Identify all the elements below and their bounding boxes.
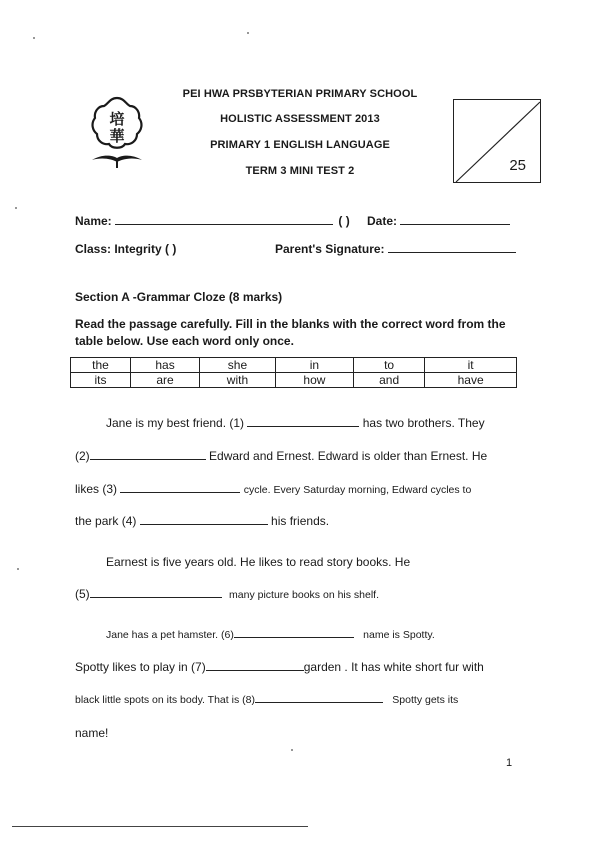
blank-1[interactable]: [247, 416, 359, 427]
blank-3[interactable]: [120, 482, 240, 493]
word-bank-cell: have: [425, 373, 517, 388]
total-marks: 25: [509, 157, 526, 174]
word-bank-cell: it: [425, 358, 517, 373]
blank-7[interactable]: [206, 660, 304, 671]
page-number: 1: [506, 757, 513, 769]
passage-line-3: [75, 482, 471, 496]
word-bank-cell: to: [353, 358, 424, 373]
passage-text: Jane is my best friend. (1): [106, 416, 245, 430]
passage-text: Spotty gets its: [392, 694, 459, 706]
instructions: Read the passage carefully. Fill in the blanks with the correct word from the table below. Use each word only once.: [75, 317, 506, 348]
subject-title: PRIMARY 1 ENGLISH LANGUAGE: [210, 139, 390, 151]
passage-line-8: [75, 660, 484, 674]
name-label: Name:: [75, 214, 112, 228]
parent-signature-field[interactable]: [388, 242, 516, 253]
passage-line-4: [75, 514, 329, 528]
scan-speck: [15, 207, 17, 209]
word-bank-cell: and: [353, 373, 424, 388]
passage-text: cycle. Every Saturday morning, Edward cycles to: [243, 484, 472, 496]
word-bank-row: [71, 373, 517, 388]
name-row: [75, 214, 350, 228]
word-bank-cell: with: [200, 373, 276, 388]
word-bank-cell: how: [275, 373, 353, 388]
passage-text: Spotty likes to play in (7): [75, 660, 206, 674]
blank-6[interactable]: [234, 627, 354, 638]
blank-4[interactable]: [140, 514, 268, 525]
parent-signature-label: Parent's Signature:: [275, 242, 385, 256]
register-number-field[interactable]: ( ): [338, 214, 350, 228]
word-bank-cell: its: [71, 373, 131, 388]
test-title: TERM 3 MINI TEST 2: [245, 165, 355, 177]
blank-5[interactable]: [90, 587, 222, 598]
section-title: Section A -Grammar Cloze (8 marks): [75, 290, 283, 304]
date-row: [367, 214, 510, 228]
passage-text: black little spots on its body. That is (8): [75, 694, 255, 706]
passage-text: (5): [75, 587, 90, 601]
passage-text: the park (4): [75, 514, 137, 528]
word-bank-cell: has: [131, 358, 200, 373]
passage-text: (2): [75, 449, 90, 463]
svg-text:華: 華: [109, 127, 125, 145]
word-bank-cell: are: [131, 373, 200, 388]
passage-text: has two brothers. They: [362, 416, 485, 430]
passage-text: name is Spotty.: [363, 629, 435, 641]
assessment-title: HOLISTIC ASSESSMENT 2013: [220, 113, 380, 125]
passage-line-6: [75, 587, 379, 601]
svg-text:培: 培: [109, 110, 125, 128]
school-logo-icon: [86, 94, 148, 170]
blank-8[interactable]: [255, 692, 383, 703]
passage-line-10: name!: [75, 726, 109, 740]
scan-speck: [247, 32, 249, 34]
scan-speck: [33, 37, 35, 39]
school-logo: [86, 94, 148, 170]
passage-line-5: Earnest is five years old. He likes to read story books. He: [106, 555, 411, 569]
word-bank-cell: in: [275, 358, 353, 373]
passage-text: garden . It has white short fur with: [303, 660, 484, 674]
footer-line: [12, 826, 308, 827]
passage-text: Edward and Ernest. Edward is older than Ernest. He: [209, 449, 488, 463]
passage-line-7: [106, 627, 435, 641]
passage-line-2: [75, 449, 487, 463]
scan-speck: [17, 568, 19, 570]
class-field[interactable]: Class: Integrity ( ): [75, 242, 177, 256]
word-bank-row: [71, 358, 517, 373]
word-bank-cell: she: [200, 358, 276, 373]
score-box: [453, 99, 541, 183]
passage-text: many picture books on his shelf.: [229, 589, 380, 601]
blank-2[interactable]: [90, 449, 206, 460]
passage-text: Jane has a pet hamster. (6): [106, 629, 234, 641]
passage-line-9: [75, 692, 458, 706]
word-bank-cell: the: [71, 358, 131, 373]
school-name: PEI HWA PRSBYTERIAN PRIMARY SCHOOL: [182, 88, 418, 100]
word-bank-table: [70, 357, 517, 388]
date-label: Date:: [367, 214, 398, 228]
passage-text: likes (3): [75, 482, 118, 496]
scan-speck: [291, 749, 293, 751]
date-field[interactable]: [400, 214, 510, 225]
passage-text: his friends.: [271, 514, 330, 528]
passage-line-1: [106, 416, 485, 430]
name-field[interactable]: [115, 214, 333, 225]
signature-row: [275, 242, 516, 256]
